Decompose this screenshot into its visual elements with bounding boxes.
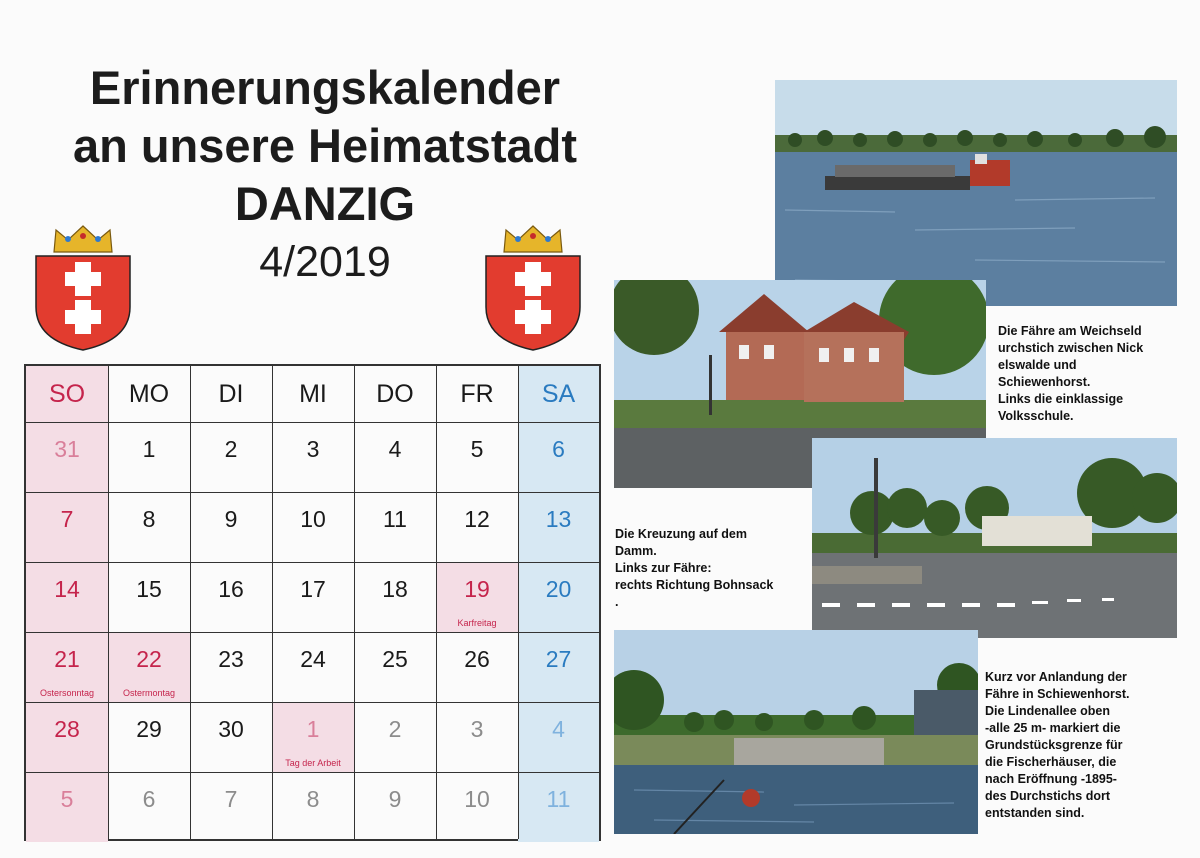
- day-cell: [272, 492, 354, 562]
- day-number: 5: [470, 436, 484, 462]
- day-number: 8: [142, 506, 156, 532]
- day-number: 21: [54, 646, 80, 672]
- day-cell: [108, 562, 190, 632]
- weekday-header: SO: [26, 366, 108, 422]
- calendar-grid: [24, 364, 601, 841]
- day-cell: [26, 632, 108, 702]
- grid-line: [26, 422, 599, 423]
- day-number: 25: [382, 646, 408, 672]
- weekday-header: MI: [299, 379, 327, 408]
- caption-line: .: [615, 595, 619, 609]
- caption-line: Damm.: [615, 544, 657, 558]
- day-number: 3: [306, 436, 320, 462]
- day-number: 9: [224, 506, 238, 532]
- holiday-label: Ostermontag: [122, 688, 176, 698]
- day-number: 7: [224, 786, 238, 812]
- caption-line: Links zur Fähre:: [615, 561, 712, 575]
- day-number: 22: [136, 646, 162, 672]
- day-cell: [108, 422, 190, 492]
- ferry-landing-photo: [614, 630, 978, 834]
- day-number: 16: [218, 576, 244, 602]
- day-cell: [190, 422, 272, 492]
- grid-line: [272, 366, 273, 839]
- caption-ferry: [998, 323, 1143, 425]
- holiday-label: Ostersonntag: [39, 688, 95, 698]
- weekday-header: SA: [518, 366, 599, 422]
- weekday-header: FR: [460, 379, 494, 408]
- day-cell: [354, 702, 436, 772]
- ferry-river-photo: [775, 80, 1177, 306]
- day-cell: [354, 772, 436, 842]
- day-number: 4: [552, 716, 565, 742]
- day-number: 10: [300, 506, 326, 532]
- day-cell: [108, 632, 190, 702]
- day-number: 2: [224, 436, 238, 462]
- day-number: 14: [54, 576, 80, 602]
- day-number: 9: [388, 786, 402, 812]
- grid-line: [518, 366, 519, 839]
- day-number: 30: [218, 716, 244, 742]
- day-number: 29: [136, 716, 162, 742]
- day-cell: [436, 562, 518, 632]
- day-number: 26: [464, 646, 490, 672]
- caption-line: Kurz vor Anlandung der: [985, 670, 1127, 684]
- day-cell: [436, 422, 518, 492]
- day-cell: [518, 632, 599, 702]
- danzig-coat-of-arms-icon: [28, 212, 138, 352]
- day-number: 12: [464, 506, 490, 532]
- caption-line: -alle 25 m- markiert die: [985, 721, 1121, 735]
- day-cell: [26, 422, 108, 492]
- day-cell: [272, 702, 354, 772]
- grid-line: [190, 366, 191, 839]
- day-cell: [272, 772, 354, 842]
- title-line-2: an unsere Heimatstadt: [72, 119, 578, 172]
- caption-line: urchstich zwischen Nick: [998, 341, 1144, 355]
- day-cell: [518, 492, 599, 562]
- day-cell: [190, 632, 272, 702]
- day-number: 11: [383, 506, 407, 532]
- month-label: 4/2019: [259, 238, 391, 286]
- day-number: 7: [60, 506, 74, 532]
- day-cell: [354, 422, 436, 492]
- caption-line: Die Lindenallee oben: [985, 704, 1111, 718]
- grid-line: [436, 366, 437, 839]
- day-cell: [108, 702, 190, 772]
- caption-line: Volksschule.: [998, 409, 1074, 423]
- holiday-label: Tag der Arbeit: [285, 758, 341, 768]
- danzig-coat-of-arms-icon: [478, 212, 588, 352]
- title-line-1: Erinnerungskalender: [89, 61, 561, 114]
- day-cell: [436, 492, 518, 562]
- grid-line: [26, 772, 599, 773]
- day-cell: [272, 632, 354, 702]
- holiday-label: Karfreitag: [457, 618, 497, 628]
- day-cell: [518, 702, 599, 772]
- weekday-header: DO: [376, 379, 414, 408]
- week-row: [26, 422, 599, 492]
- day-cell: [190, 702, 272, 772]
- day-cell: [354, 632, 436, 702]
- day-cell: [354, 492, 436, 562]
- day-cell: [518, 422, 599, 492]
- day-number: 31: [54, 436, 80, 462]
- caption-line: Die Kreuzung auf dem: [615, 527, 747, 541]
- day-number: 4: [388, 436, 402, 462]
- caption-line: elswalde und: [998, 358, 1077, 372]
- day-number: 23: [218, 646, 244, 672]
- grid-line: [26, 632, 599, 633]
- crossing-photo: [812, 438, 1177, 638]
- caption-line: Die Fähre am Weichseld: [998, 324, 1142, 338]
- caption-line: Schiewenhorst.: [998, 375, 1091, 389]
- weekday-header-row: [26, 366, 599, 422]
- day-number: 1: [142, 436, 156, 462]
- caption-line: des Durchstichs dort: [985, 789, 1111, 803]
- day-number: 24: [300, 646, 326, 672]
- week-row: [26, 562, 599, 632]
- day-number: 10: [464, 786, 490, 812]
- day-cell: [26, 562, 108, 632]
- caption-landing: [985, 669, 1129, 822]
- week-row: [26, 492, 599, 562]
- week-row: [26, 772, 599, 842]
- day-cell: [26, 702, 108, 772]
- day-cell: [518, 562, 599, 632]
- day-cell: [272, 562, 354, 632]
- weekday-header: DI: [218, 379, 244, 408]
- day-cell: [190, 772, 272, 842]
- day-cell: [108, 772, 190, 842]
- day-cell: [190, 492, 272, 562]
- day-number: 17: [300, 576, 326, 602]
- day-number: 18: [382, 576, 408, 602]
- day-cell: [436, 772, 518, 842]
- day-number: 11: [546, 786, 571, 812]
- day-number: 15: [136, 576, 162, 602]
- day-cell: [108, 492, 190, 562]
- day-cell: [272, 422, 354, 492]
- caption-crossing: [615, 526, 773, 611]
- caption-line: Fähre in Schiewenhorst.: [985, 687, 1130, 701]
- day-cell: [26, 492, 108, 562]
- grid-line: [26, 702, 599, 703]
- grid-line: [108, 366, 109, 839]
- day-number: 6: [142, 786, 156, 812]
- day-cell: [518, 772, 599, 842]
- day-number: 5: [60, 786, 74, 812]
- day-cell: [190, 562, 272, 632]
- day-cell: [354, 562, 436, 632]
- weekday-header: MO: [128, 379, 170, 408]
- day-number: 27: [545, 646, 572, 672]
- day-number: 1: [306, 716, 320, 742]
- grid-line: [26, 492, 599, 493]
- day-number: 2: [388, 716, 402, 742]
- day-number: 28: [54, 716, 80, 742]
- caption-line: die Fischerhäuser, die: [985, 755, 1117, 769]
- day-cell: [436, 702, 518, 772]
- grid-line: [26, 562, 599, 563]
- caption-line: entstanden sind.: [985, 806, 1085, 820]
- caption-line: Grundstücksgrenze für: [985, 738, 1123, 752]
- day-number: 13: [545, 506, 572, 532]
- day-number: 8: [306, 786, 320, 812]
- caption-line: Links die einklassige: [998, 392, 1124, 406]
- grid-line: [354, 366, 355, 839]
- title-city: DANZIG: [234, 177, 416, 230]
- day-cell: [26, 772, 108, 842]
- day-number: 19: [464, 576, 490, 602]
- week-row: [26, 702, 599, 772]
- day-number: 3: [470, 716, 484, 742]
- week-row: [26, 632, 599, 702]
- caption-line: rechts Richtung Bohnsack: [615, 578, 774, 592]
- day-cell: [436, 632, 518, 702]
- caption-line: nach Eröffnung -1895-: [985, 772, 1117, 786]
- day-number: 20: [545, 576, 572, 602]
- day-number: 6: [552, 436, 565, 462]
